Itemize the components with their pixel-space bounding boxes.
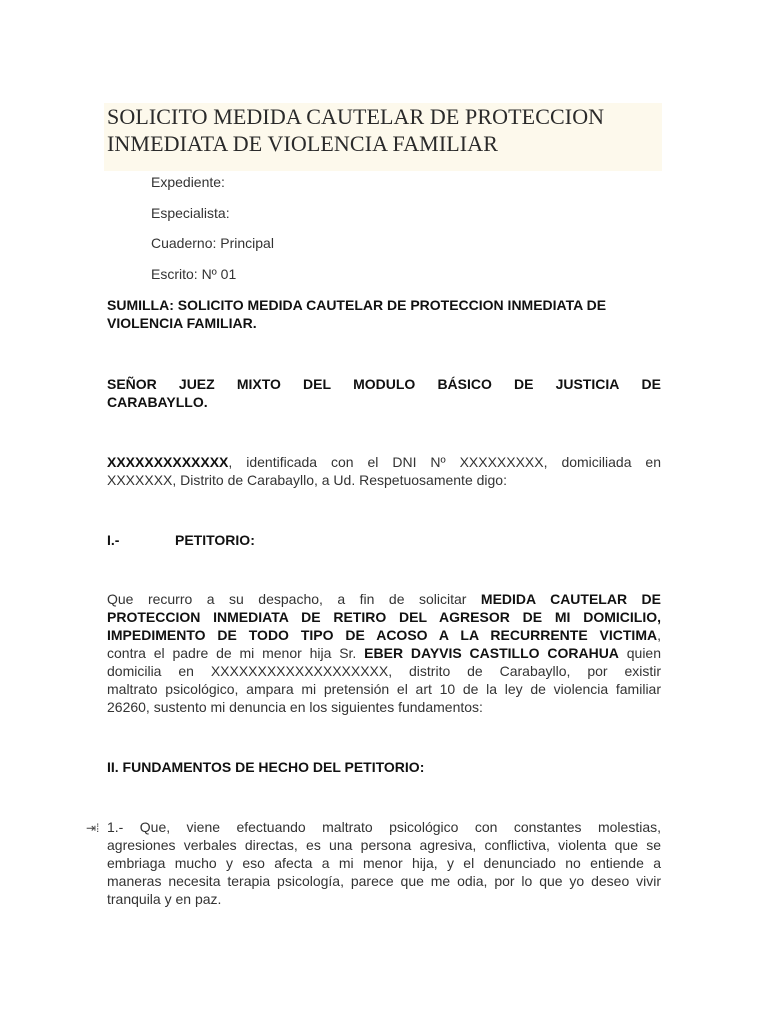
fact-1-line-4 (107, 872, 661, 890)
addressee-word: JUSTICIA (555, 376, 620, 392)
petitorio-bold: IMPEDIMENTO DE TODO TIPO DE ACOSO A LA RECURRENTE VICTIMA (107, 627, 658, 643)
cuaderno-label: Cuaderno: Principal (151, 235, 274, 251)
addressee-line-1 (107, 375, 661, 393)
petitorio-text: quien (618, 645, 662, 661)
addressee-word: DEL (303, 376, 331, 392)
sumilla (107, 296, 661, 332)
petitorio-text: domicilia en XXXXXXXXXXXXXXXXXXX, distrito de Carabayllo, por existir (107, 663, 661, 679)
fact-1-text: agresiones verbales directas, es una persona agresiva, conflictiva, violenta que se (107, 837, 661, 853)
petitorio-paragraph (107, 590, 661, 716)
fact-1-text: embriaga mucho y eso afecta a mi menor hija, y el denunciado no entiende a (107, 855, 661, 871)
petitorio-line-3 (107, 626, 661, 644)
fact-1-line-5: tranquila y en paz. (107, 891, 222, 907)
addressee-word: JUEZ (178, 376, 215, 392)
petitorio-bold: PROTECCION INMEDIATA DE RETIRO DEL AGRESOR DE MI DOMICILIO, (107, 609, 661, 625)
addressee (107, 375, 661, 411)
petitorio-line-1 (107, 590, 661, 608)
petitorio-line-5 (107, 662, 661, 680)
fact-1-line-1 (107, 818, 661, 836)
intro-text-1: , identificada con el DNI Nº XXXXXXXXX, domiciliada en (228, 454, 661, 470)
addressee-word: DE (641, 376, 661, 392)
title-line-2: INMEDIATA DE VIOLENCIA FAMILIAR (107, 131, 499, 156)
section-2-title: II. FUNDAMENTOS DE HECHO DEL PETITORIO: (107, 759, 425, 775)
intro-line-2: XXXXXXX, Distrito de Carabayllo, a Ud. Respetuosamente digo: (107, 472, 507, 488)
escrito-label: Escrito: Nº 01 (151, 266, 237, 282)
especialista-label: Especialista: (151, 205, 230, 221)
paragraph-marker-icon: ⇥⁞ (86, 821, 100, 835)
addressee-word: BÁSICO (437, 376, 492, 392)
petitorio-text: , (657, 627, 661, 643)
fact-1-text: maneras necesita terapia psicología, parece que me odia, por lo que yo deseo vivir (107, 873, 661, 889)
sumilla-line-1 (107, 296, 661, 314)
petitorio-text: Que recurro a su despacho, a fin de solicitar (107, 591, 481, 607)
petitorio-bold: MEDIDA CAUTELAR DE (480, 591, 662, 607)
addressee-word: MIXTO (236, 376, 281, 392)
petitorio-line-4 (107, 644, 661, 662)
fact-1-text: 1.- Que, viene efectuando maltrato psicológico con constantes molestias, (107, 819, 661, 835)
fact-1-line-2 (107, 836, 661, 854)
intro-line-1 (107, 453, 661, 471)
addressee-line-2: CARABAYLLO. (107, 394, 208, 410)
addressee-word: DE (514, 376, 534, 392)
petitorio-line-6 (107, 680, 661, 698)
sumilla-line-2: VIOLENCIA FAMILIAR. (107, 315, 257, 331)
petitorio-text: contra el padre de mi menor hija Sr. (107, 645, 365, 661)
addressee-word: SEÑOR (107, 376, 157, 392)
section-1-number: I.- (107, 532, 120, 548)
addressee-word: MODULO (353, 376, 416, 392)
petitorio-text: maltrato psicológico, ampara mi pretensión el art 10 de la ley de violencia familiar (107, 681, 661, 697)
fact-1-paragraph (107, 818, 661, 908)
fact-1-line-3 (107, 854, 661, 872)
document-title (107, 103, 662, 157)
petitorio-line-7: 26260, sustento mi denuncia en los siguientes fundamentos: (107, 699, 483, 715)
intro-paragraph (107, 453, 661, 489)
sumilla-text-1: SUMILLA: SOLICITO MEDIDA CAUTELAR DE PROTECCION INMEDIATA DE (107, 297, 607, 313)
section-1-title: PETITORIO: (175, 532, 255, 548)
petitorio-line-2 (107, 608, 661, 626)
petitioner-name: XXXXXXXXXXXXX (107, 454, 229, 470)
expediente-label: Expediente: (151, 174, 225, 190)
defendant-name: EBER DAYVIS CASTILLO CORAHUA (364, 645, 619, 661)
title-line-1: SOLICITO MEDIDA CAUTELAR DE PROTECCION (107, 104, 605, 129)
